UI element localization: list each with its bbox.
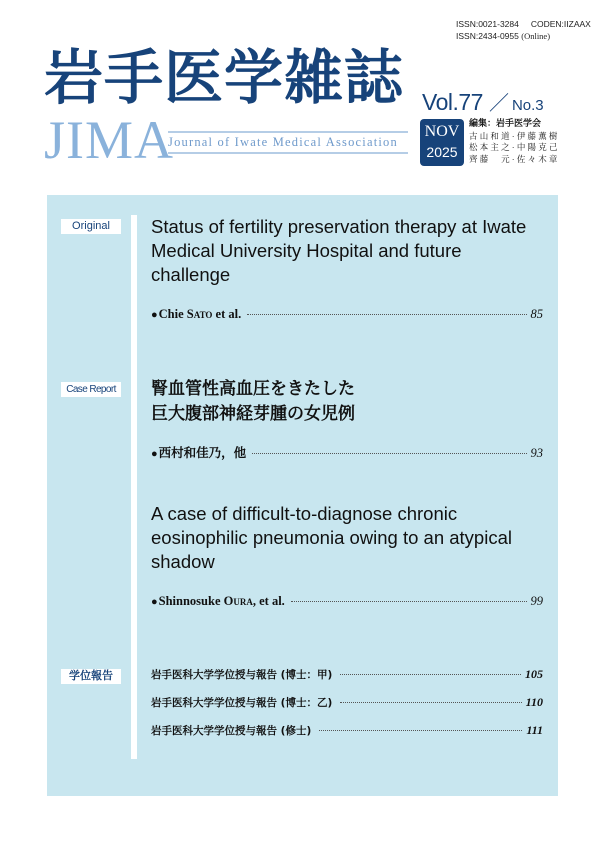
article-author: 西村和佳乃，他	[158, 446, 247, 460]
page-number: 105	[525, 667, 543, 681]
volume-number	[422, 87, 544, 116]
dot-leader	[319, 730, 522, 731]
dot-leader	[340, 674, 521, 675]
page-number: 111	[526, 723, 543, 737]
issue-month: NOV	[424, 123, 460, 140]
author-line	[151, 443, 543, 461]
journal-abbrev-logo: JIMA	[44, 110, 175, 170]
issn-print: ISSN:0021-3284	[456, 19, 519, 29]
report-title: 岩手医科大学学位授与報告 (修士)	[151, 725, 312, 737]
issue-date-badge	[420, 119, 464, 166]
editor-names: 古山和道·伊藤薫樹	[469, 130, 560, 141]
report-title: 岩手医科大学学位授与報告 (博士：乙)	[151, 697, 333, 709]
section-label-case-report: Case Report	[61, 382, 121, 397]
bullet-icon: ●	[151, 309, 158, 321]
editor-heading: 編集：岩手医学会	[469, 118, 542, 128]
article-title[interactable]: 腎血管性高血圧をきたした 巨大腹部神経芽腫の女児例	[151, 379, 355, 424]
article-author: Shinnosuke Oura, et al.	[158, 594, 285, 608]
dot-leader	[252, 453, 526, 454]
dot-leader	[340, 702, 521, 703]
coden: CODEN:IIZAAX	[530, 19, 591, 29]
editor-names: 齊藤 元·佐々木章	[469, 153, 560, 164]
issue-year: 2025	[426, 144, 458, 160]
issn-online-label: (Online)	[521, 31, 551, 41]
page-number: 93	[530, 446, 543, 460]
author-line	[151, 307, 543, 322]
dot-leader	[291, 601, 527, 602]
vertical-divider	[131, 215, 137, 759]
article-title[interactable]: A case of difficult-to-diagnose chronic eosinophilic pneumonia owing to an atypical shadow	[151, 503, 512, 572]
table-of-contents	[47, 195, 558, 796]
page-number: 110	[525, 695, 543, 709]
volume: Vol.77	[422, 89, 483, 115]
toc-entry-original[interactable]	[151, 215, 543, 322]
page-number: 99	[530, 594, 543, 608]
bullet-icon: ●	[151, 448, 158, 460]
issue-number: No.3	[511, 97, 544, 114]
toc-entry-case-report-2[interactable]	[151, 502, 543, 609]
article-title[interactable]: Status of fertility preservation therapy at Iwate Medical University Hospital and future challenge	[151, 216, 527, 285]
dot-leader	[247, 314, 526, 315]
slash-divider: ／	[488, 93, 509, 115]
bullet-icon: ●	[151, 596, 158, 608]
journal-title-en-band	[168, 131, 408, 154]
journal-title-jp: 岩手医学雑誌	[44, 43, 405, 112]
section-label-original: Original	[61, 219, 121, 234]
editors-block	[469, 118, 560, 165]
report-title: 岩手医科大学学位授与報告 (博士：甲)	[151, 669, 333, 681]
article-author: Chie Sato et al.	[158, 307, 242, 321]
author-line	[151, 594, 543, 609]
editor-names: 松本主之·中陽克己	[469, 142, 560, 152]
issn-block	[456, 18, 591, 42]
toc-entry-case-report[interactable]	[151, 377, 543, 461]
journal-title-en: Journal of Iwate Medical Association	[168, 135, 398, 149]
degree-report-item[interactable]	[151, 695, 543, 710]
degree-report-item[interactable]	[151, 667, 543, 682]
degree-report-item[interactable]	[151, 723, 543, 738]
page-number: 85	[530, 307, 543, 321]
issn-online: ISSN:2434-0955	[456, 31, 519, 41]
section-label-degree-reports: 学位報告	[61, 669, 121, 684]
